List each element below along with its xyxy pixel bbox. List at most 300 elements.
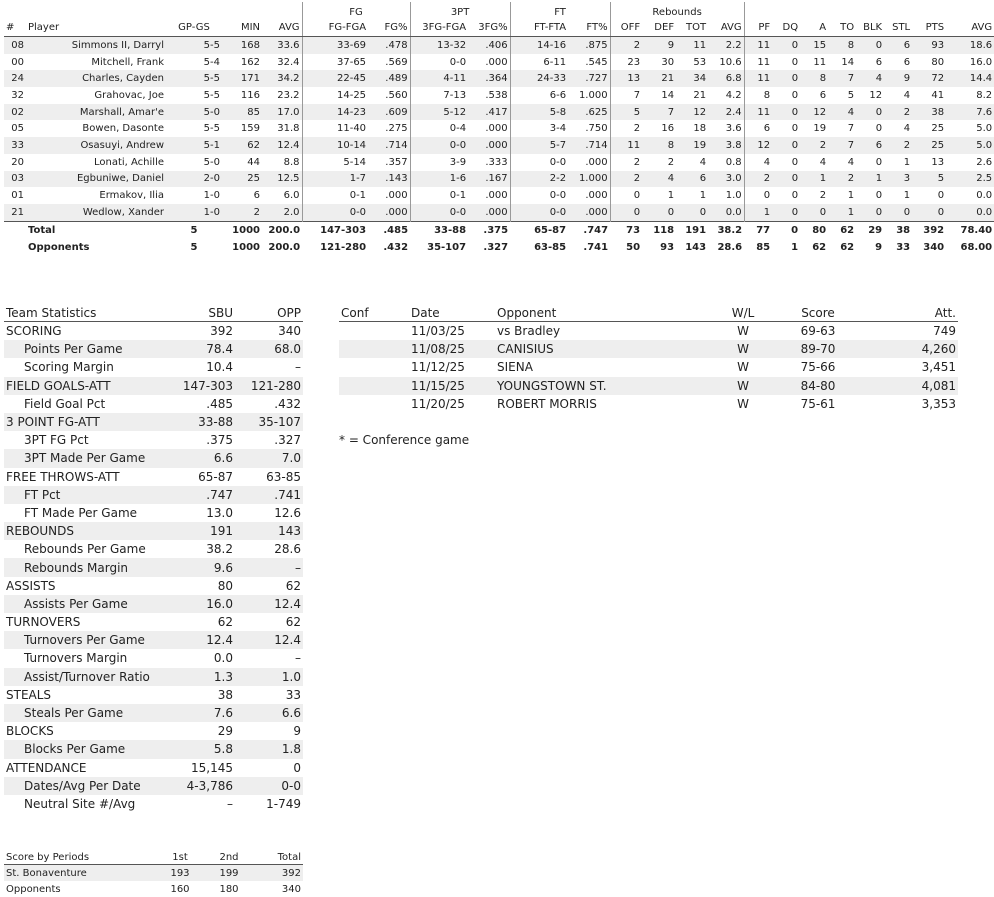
cell-fg-pct: .714 xyxy=(368,137,410,154)
total-cell-to: 62 xyxy=(840,241,855,253)
cell-min-avg: 34.2 xyxy=(262,70,302,87)
group-rebounds: Rebounds xyxy=(610,2,744,18)
cell-pts-avg: 18.6 xyxy=(946,37,994,54)
schedule-conf xyxy=(339,322,409,341)
team-stat-opp: 12.4 xyxy=(235,595,303,613)
cell-pf: 8 xyxy=(744,87,772,104)
col-header-ft-pct: FT% xyxy=(568,18,610,37)
cell-to: 4 xyxy=(847,156,855,168)
total-cell-num xyxy=(4,239,26,256)
cell-ft-pct: .545 xyxy=(585,56,608,68)
cell-dq: 0 xyxy=(791,123,799,135)
team-stat-sbu: – xyxy=(227,796,233,811)
team-stat-opp: 9 xyxy=(293,724,301,739)
team-stat-row xyxy=(4,704,303,722)
team-stat-opp: 1.8 xyxy=(235,740,303,758)
team-stat-label: Field Goal Pct xyxy=(24,396,106,411)
cell-fg-fga: 10-14 xyxy=(302,137,368,154)
cell-ft-pct: .000 xyxy=(585,156,608,168)
cell-blk: 12 xyxy=(869,89,883,101)
periods-2nd: 199 xyxy=(206,865,252,882)
col-header-gp-gs: GP-GS xyxy=(166,18,222,37)
cell-gp-gs: 5-5 xyxy=(166,70,222,87)
team-stat-row xyxy=(4,340,303,358)
total-cell-a: 80 xyxy=(800,221,828,239)
team-stat-row xyxy=(4,759,303,777)
cell-num: 08 xyxy=(4,37,26,54)
cell-off: 2 xyxy=(610,154,642,171)
periods-2nd-header: 2nd xyxy=(206,850,252,865)
schedule-att: 3,353 xyxy=(921,396,956,411)
cell-pts-avg: 8.2 xyxy=(976,89,993,101)
cell-def: 1 xyxy=(667,190,675,202)
total-cell-def: 93 xyxy=(660,241,675,253)
col-header-dq: DQ xyxy=(772,18,800,37)
total-cell-fg-pct: .432 xyxy=(383,241,409,253)
cell-fg-fga: 14-25 xyxy=(302,87,368,104)
total-cell-to: 62 xyxy=(828,221,856,239)
cell-3fg-pct: .000 xyxy=(485,123,508,135)
cell-pf: 11 xyxy=(744,37,772,54)
cell-min-avg: 8.8 xyxy=(283,156,300,168)
total-cell-fg-fga: 147-303 xyxy=(302,221,368,239)
cell-ft-pct: 1.000 xyxy=(578,89,608,101)
periods-1st: 193 xyxy=(154,865,206,882)
cell-3fg-pct: .364 xyxy=(468,70,510,87)
team-stat-label: FREE THROWS-ATT xyxy=(6,469,120,484)
team-stat-row xyxy=(4,358,303,376)
cell-fg-pct: .143 xyxy=(368,171,410,188)
total-cell-ft-pct: .741 xyxy=(583,241,609,253)
cell-min-avg: 2.0 xyxy=(262,204,302,221)
cell-blk: 0 xyxy=(875,156,883,168)
cell-min: 168 xyxy=(222,37,262,54)
schedule-score: 69-63 xyxy=(800,324,836,339)
total-cell-ft-pct: .747 xyxy=(568,221,610,239)
cell-num: 01 xyxy=(11,190,24,202)
schedule-date: 11/12/25 xyxy=(411,360,465,375)
cell-pts: 0 xyxy=(937,190,945,202)
schedule-date-header: Date xyxy=(409,304,495,322)
team-stat-row xyxy=(4,777,303,795)
periods-row xyxy=(4,881,303,897)
team-stat-opp: .741 xyxy=(235,486,303,504)
cell-a: 1 xyxy=(800,171,828,188)
team-stat-sbu: 29 xyxy=(217,724,233,739)
team-stat-opp: 0 xyxy=(293,760,301,775)
team-stats-sbu-header: SBU xyxy=(179,304,235,322)
cell-to: 8 xyxy=(828,37,856,54)
cell-ft-fta: 5-7 xyxy=(510,137,568,154)
col-header-reb-avg: AVG xyxy=(708,18,744,37)
cell-a: 4 xyxy=(819,156,827,168)
col-header-tot: TOT xyxy=(676,18,708,37)
team-stat-sbu: 80 xyxy=(217,578,233,593)
total-cell-ft-fta: 63-85 xyxy=(534,241,567,253)
cell-stl: 6 xyxy=(884,37,912,54)
team-stat-row xyxy=(4,413,303,431)
cell-min-avg: 12.5 xyxy=(262,171,302,188)
cell-dq: 0 xyxy=(791,56,799,68)
cell-stl: 4 xyxy=(903,123,911,135)
cell-player: Bowen, Dasonte xyxy=(82,123,164,135)
total-cell-3fg-pct: .375 xyxy=(468,221,510,239)
team-stat-sbu: .485 xyxy=(206,396,233,411)
cell-tot: 11 xyxy=(676,37,708,54)
cell-min-avg: 33.6 xyxy=(262,37,302,54)
col-header-pts-avg: AVG xyxy=(946,18,994,37)
team-stat-opp: 7.0 xyxy=(235,449,303,467)
cell-player: Wedlow, Xander xyxy=(26,204,166,221)
schedule-opponent: YOUNGSTOWN ST. xyxy=(495,377,703,395)
cell-3fg-fga: 0-0 xyxy=(410,54,468,71)
cell-min-avg: 32.4 xyxy=(277,56,300,68)
cell-min: 6 xyxy=(253,190,260,202)
cell-pf: 4 xyxy=(744,154,772,171)
total-cell-num xyxy=(4,221,26,239)
col-header-stl: STL xyxy=(884,18,912,37)
cell-def: 21 xyxy=(642,70,676,87)
cell-min: 162 xyxy=(240,56,260,68)
col-header-3fg-pct: 3FG% xyxy=(468,18,510,37)
cell-fg-fga: 14-23 xyxy=(302,104,368,121)
cell-dq: 0 xyxy=(791,156,799,168)
schedule-conf-header: Conf xyxy=(339,304,409,322)
team-stat-sbu: .747 xyxy=(179,486,235,504)
cell-reb-avg: 10.6 xyxy=(719,56,742,68)
player-row xyxy=(4,120,994,137)
cell-ft-fta: 2-2 xyxy=(510,171,568,188)
cell-min: 159 xyxy=(240,123,260,135)
schedule-opponent-header: Opponent xyxy=(495,304,703,322)
team-stat-row xyxy=(4,504,303,522)
cell-pts-avg: 14.4 xyxy=(946,70,994,87)
team-stat-sbu: 78.4 xyxy=(179,340,235,358)
cell-reb-avg: 4.2 xyxy=(725,89,742,101)
cell-fg-fga: 37-65 xyxy=(302,54,368,71)
cell-pts-avg: 2.6 xyxy=(976,156,993,168)
cell-gp-gs: 1-0 xyxy=(166,204,222,221)
schedule-conf xyxy=(339,358,409,376)
total-cell-ft-fta: 65-87 xyxy=(510,221,568,239)
cell-num: 32 xyxy=(11,89,24,101)
team-stats-opp-header: OPP xyxy=(235,304,303,322)
team-stat-row xyxy=(4,522,303,540)
player-stats-table xyxy=(4,2,994,256)
cell-ft-fta: 0-0 xyxy=(510,154,568,171)
periods-team: St. Bonaventure xyxy=(4,865,154,882)
team-stat-sbu: .375 xyxy=(206,433,233,448)
cell-dq: 0 xyxy=(772,137,800,154)
team-stat-sbu: 12.4 xyxy=(179,631,235,649)
cell-off: 0 xyxy=(610,187,642,204)
cell-blk: 0 xyxy=(856,37,884,54)
team-stat-sbu: 6.6 xyxy=(179,449,235,467)
col-header-player: Player xyxy=(26,18,166,37)
col-header-fg-pct: FG% xyxy=(368,18,410,37)
team-stat-opp: 0-0 xyxy=(235,777,303,795)
cell-to: 5 xyxy=(847,89,855,101)
cell-ft-pct: .625 xyxy=(568,104,610,121)
cell-dq: 0 xyxy=(772,37,800,54)
cell-fg-fga: 33-69 xyxy=(302,37,368,54)
team-stat-sbu: 0.0 xyxy=(213,651,233,666)
team-stat-label: Blocks Per Game xyxy=(4,740,179,758)
cell-ft-pct: .875 xyxy=(568,37,610,54)
schedule-score: 89-70 xyxy=(783,340,853,358)
schedule-wl: W xyxy=(737,360,749,375)
team-stat-label: Turnovers Margin xyxy=(24,651,128,666)
cell-pts: 72 xyxy=(912,70,946,87)
total-cell-pf: 85 xyxy=(756,241,771,253)
total-cell-stl: 38 xyxy=(884,221,912,239)
cell-min-avg: 31.8 xyxy=(277,123,300,135)
cell-min: 44 xyxy=(247,156,260,168)
periods-2nd: 180 xyxy=(219,883,239,895)
total-cell-gp-gs: 5 xyxy=(190,241,198,253)
team-stat-row xyxy=(4,722,303,740)
cell-3fg-fga: 0-4 xyxy=(410,120,468,137)
cell-to: 1 xyxy=(828,204,856,221)
cell-pts: 38 xyxy=(912,104,946,121)
team-stat-row xyxy=(4,686,303,704)
cell-stl: 2 xyxy=(884,104,912,121)
total-cell-player: Total xyxy=(26,221,166,239)
cell-pts-avg: 16.0 xyxy=(969,56,993,68)
cell-dq: 0 xyxy=(791,89,799,101)
cell-a: 2 xyxy=(819,190,827,202)
team-stats-title: Team Statistics xyxy=(4,304,179,322)
periods-total: 340 xyxy=(281,883,301,895)
cell-gp-gs: 5-1 xyxy=(166,137,222,154)
col-header-min-avg: AVG xyxy=(262,18,302,37)
cell-tot: 18 xyxy=(693,123,707,135)
cell-num: 24 xyxy=(4,70,26,87)
cell-fg-pct: .357 xyxy=(385,156,408,168)
team-stat-row xyxy=(4,668,303,686)
total-cell-off: 50 xyxy=(626,241,641,253)
cell-min-avg: 12.4 xyxy=(262,137,302,154)
periods-header xyxy=(4,850,303,865)
cell-dq: 0 xyxy=(772,70,800,87)
team-stat-opp: 12.6 xyxy=(274,505,301,520)
team-stat-row xyxy=(4,613,303,631)
cell-player: Simmons II, Darryl xyxy=(26,37,166,54)
team-stat-label: SCORING xyxy=(6,324,62,339)
periods-1st: 160 xyxy=(170,883,190,895)
team-stat-row xyxy=(4,468,303,486)
total-cell-tot: 143 xyxy=(685,241,707,253)
team-stat-row xyxy=(4,322,303,341)
cell-ft-fta: 6-11 xyxy=(510,54,568,71)
cell-pts-avg: 2.5 xyxy=(946,171,994,188)
cell-blk: 1 xyxy=(856,171,884,188)
cell-3fg-pct: .333 xyxy=(485,156,508,168)
total-cell-reb-avg: 28.6 xyxy=(717,241,743,253)
cell-pf: 2 xyxy=(744,171,772,188)
cell-stl: 1 xyxy=(903,156,911,168)
periods-total: 392 xyxy=(252,865,303,882)
cell-a: 2 xyxy=(800,137,828,154)
cell-3fg-pct: .538 xyxy=(485,89,508,101)
team-stat-opp: 35-107 xyxy=(235,413,303,431)
cell-tot: 53 xyxy=(693,56,707,68)
team-stat-sbu: 9.6 xyxy=(179,558,235,576)
periods-total-header: Total xyxy=(252,850,303,865)
cell-min: 171 xyxy=(222,70,262,87)
col-header-pf: PF xyxy=(744,18,772,37)
column-group-row xyxy=(4,2,994,18)
group-3pt: 3PT xyxy=(410,2,510,18)
cell-player: Charles, Cayden xyxy=(26,70,166,87)
cell-pf: 1 xyxy=(744,204,772,221)
cell-min: 25 xyxy=(222,171,262,188)
cell-3fg-fga: 5-12 xyxy=(410,104,468,121)
team-stat-row xyxy=(4,540,303,558)
cell-dq: 0 xyxy=(772,171,800,188)
team-stat-label: 3PT Made Per Game xyxy=(4,449,179,467)
cell-pts: 5 xyxy=(912,171,946,188)
team-stat-label: Dates/Avg Per Date xyxy=(4,777,179,795)
team-stat-label: FT Pct xyxy=(4,486,179,504)
cell-reb-avg: 0.8 xyxy=(725,156,742,168)
cell-3fg-fga: 7-13 xyxy=(410,87,468,104)
cell-pf: 11 xyxy=(744,104,772,121)
cell-stl: 4 xyxy=(903,89,911,101)
cell-blk: 0 xyxy=(875,190,883,202)
cell-num: 05 xyxy=(11,123,24,135)
team-stat-row xyxy=(4,649,303,667)
total-cell-pf: 77 xyxy=(744,221,772,239)
cell-gp-gs: 5-5 xyxy=(166,37,222,54)
schedule-row xyxy=(339,377,958,395)
cell-ft-pct: .727 xyxy=(568,70,610,87)
cell-ft-fta: 3-4 xyxy=(510,120,568,137)
cell-pts: 25 xyxy=(931,123,945,135)
cell-to: 7 xyxy=(828,137,856,154)
team-stat-sbu: 62 xyxy=(217,615,233,630)
cell-player: Ermakov, Ilia xyxy=(99,190,164,202)
schedule-date: 11/08/25 xyxy=(409,340,495,358)
total-cell-fg-fga: 121-280 xyxy=(320,241,367,253)
schedule-att: 4,081 xyxy=(853,377,958,395)
cell-def: 4 xyxy=(642,171,676,188)
total-cell-min: 1000 xyxy=(222,221,262,239)
team-statistics-table xyxy=(4,304,303,813)
team-stat-opp: 340 xyxy=(278,324,301,339)
team-stat-opp: 143 xyxy=(235,522,303,540)
cell-3fg-pct: .167 xyxy=(468,171,510,188)
cell-ft-fta: 5-8 xyxy=(510,104,568,121)
cell-ft-fta: 14-16 xyxy=(510,37,568,54)
cell-pts-avg: 7.6 xyxy=(946,104,994,121)
team-stat-row xyxy=(4,795,303,813)
cell-pf: 12 xyxy=(744,137,772,154)
total-cell-min-avg: 200.0 xyxy=(262,221,302,239)
team-stat-row xyxy=(4,377,303,395)
schedule-conf xyxy=(339,395,409,413)
cell-def: 16 xyxy=(661,123,675,135)
cell-gp-gs: 5-4 xyxy=(203,56,220,68)
team-stat-sbu: 65-87 xyxy=(198,469,233,484)
team-stat-sbu: 33-88 xyxy=(179,413,235,431)
cell-fg-pct: .000 xyxy=(368,204,410,221)
cell-def: 9 xyxy=(642,37,676,54)
team-stat-opp: 121-280 xyxy=(235,377,303,395)
total-cell-stl: 33 xyxy=(896,241,911,253)
schedule-score: 75-61 xyxy=(800,396,836,411)
cell-fg-fga: 0-0 xyxy=(302,204,368,221)
schedule-score-header: Score xyxy=(783,304,853,322)
periods-team: Opponents xyxy=(6,883,61,895)
col-header-3fg-fga: 3FG-FGA xyxy=(410,18,468,37)
team-stat-sbu: 16.0 xyxy=(179,595,235,613)
schedule-wl-header: W/L xyxy=(703,304,783,322)
team-stat-sbu: 15,145 xyxy=(191,760,233,775)
team-stat-opp: 68.0 xyxy=(235,340,303,358)
cell-off: 0 xyxy=(610,204,642,221)
player-row xyxy=(4,187,994,204)
cell-ft-pct: .000 xyxy=(568,204,610,221)
cell-player: Egbuniwe, Daniel xyxy=(26,171,166,188)
team-stat-row xyxy=(4,577,303,595)
cell-a: 6 xyxy=(819,89,827,101)
cell-gp-gs: 5-5 xyxy=(203,123,220,135)
col-header-ft-fta: FT-FTA xyxy=(510,18,568,37)
team-stat-sbu: 5.8 xyxy=(179,740,235,758)
team-stat-opp: – xyxy=(295,360,301,375)
team-stat-label: Rebounds Per Game xyxy=(24,542,146,557)
team-stat-label: FT Made Per Game xyxy=(24,505,138,520)
team-stat-sbu: 392 xyxy=(210,324,233,339)
col-header-fg-fga: FG-FGA xyxy=(302,18,368,37)
team-stat-row xyxy=(4,431,303,449)
cell-off: 2 xyxy=(610,120,642,137)
schedule-row xyxy=(339,340,958,358)
team-stat-label: Steals Per Game xyxy=(4,704,179,722)
cell-pts: 0 xyxy=(912,204,946,221)
cell-blk: 0 xyxy=(856,104,884,121)
team-stat-sbu: 38 xyxy=(217,687,233,702)
cell-blk: 6 xyxy=(875,56,883,68)
cell-def: 7 xyxy=(642,104,676,121)
cell-off: 5 xyxy=(610,104,642,121)
team-stat-label: ATTENDANCE xyxy=(6,760,87,775)
cell-3fg-pct: .417 xyxy=(468,104,510,121)
cell-tot: 19 xyxy=(676,137,708,154)
cell-ft-fta: 6-6 xyxy=(510,87,568,104)
team-stat-label: REBOUNDS xyxy=(4,522,179,540)
cell-player: Grahovac, Joe xyxy=(94,89,164,101)
cell-tot: 1 xyxy=(699,190,707,202)
cell-gp-gs: 1-0 xyxy=(203,190,220,202)
cell-ft-pct: .000 xyxy=(585,190,608,202)
schedule-score: 75-66 xyxy=(800,360,836,375)
cell-reb-avg: 3.0 xyxy=(708,171,744,188)
cell-ft-fta: 0-0 xyxy=(510,187,568,204)
cell-player: Mitchell, Frank xyxy=(91,56,164,68)
cell-pts: 41 xyxy=(931,89,945,101)
cell-dq: 0 xyxy=(791,190,799,202)
cell-fg-fga: 1-7 xyxy=(302,171,368,188)
cell-a: 11 xyxy=(813,56,827,68)
cell-reb-avg: 3.6 xyxy=(725,123,742,135)
schedule-wl: W xyxy=(703,377,783,395)
team-stat-row xyxy=(4,486,303,504)
team-stat-row xyxy=(4,740,303,758)
cell-3fg-pct: .000 xyxy=(468,137,510,154)
schedule-opponent: SIENA xyxy=(497,360,533,375)
